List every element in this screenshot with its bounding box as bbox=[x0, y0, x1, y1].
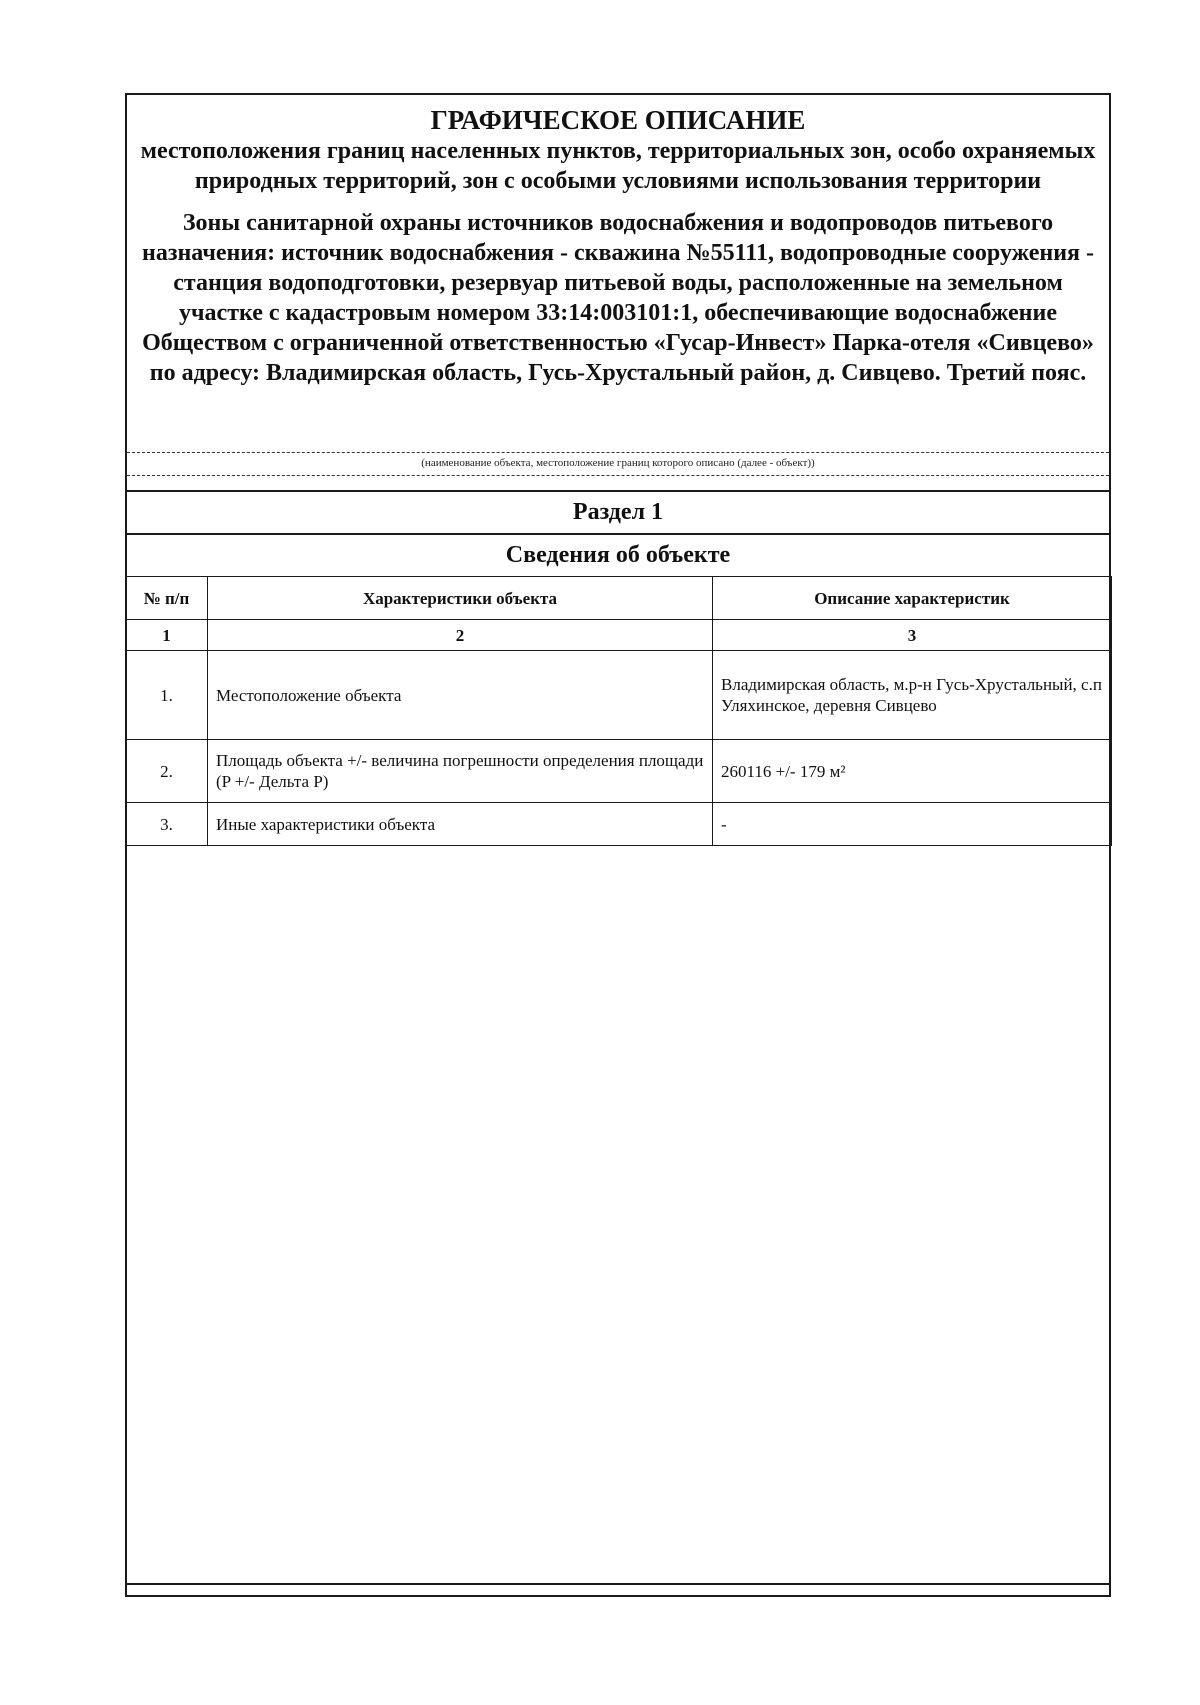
header-description: Описание характеристик bbox=[713, 577, 1112, 620]
row-characteristic: Иные характеристики объекта bbox=[208, 803, 713, 846]
header-characteristic: Характеристики объекта bbox=[208, 577, 713, 620]
document-title: ГРАФИЧЕСКОЕ ОПИСАНИЕ bbox=[430, 105, 806, 135]
column-number-1: 1 bbox=[126, 620, 208, 651]
row-description: - bbox=[713, 803, 1112, 846]
table-row bbox=[126, 740, 1112, 803]
section-top-rule bbox=[125, 490, 1111, 492]
object-name: Зоны санитарной охраны источников водоснабжения и водопроводов питьевого назначения: источник водоснабжения - скважина №55111, водопроводные сооружения - станция водоподготовки, резервуар питьевой воды, расположенные на земельном участке с кадастровым номером 33:14:003101:1, обеспечивающие водоснабжение Обществом с ограниченной ответственностью «Гусар-Инвест» Парка-отеля «Сивцево» по адресу: Владимирская область, Гусь-Хрустальный район, д. Сивцево. Третий пояс. bbox=[141, 210, 1094, 386]
object-info-table bbox=[125, 576, 1112, 846]
section-middle-rule bbox=[125, 533, 1111, 535]
row-number: 3. bbox=[126, 803, 208, 846]
row-characteristic: Местоположение объекта bbox=[208, 651, 713, 740]
column-number-row bbox=[126, 620, 1112, 651]
column-number-2: 2 bbox=[208, 620, 713, 651]
caption-underline bbox=[127, 475, 1109, 476]
table-row bbox=[126, 803, 1112, 846]
section-title: Сведения об объекте bbox=[505, 542, 731, 568]
object-caption: (наименование объекта, местоположение границ которого описано (далее - объект)) bbox=[421, 457, 815, 469]
document-header bbox=[127, 100, 1109, 388]
object-name-underline bbox=[127, 452, 1109, 453]
document-subtitle: местоположения границ населенных пунктов, территориальных зон, особо охраняемых природных территорий, зон с особыми условиями использования территории bbox=[140, 138, 1096, 194]
row-characteristic: Площадь объекта +/- величина погрешности определения площади (P +/- Дельта P) bbox=[208, 740, 713, 803]
row-description: 260116 +/- 179 м² bbox=[713, 740, 1112, 803]
row-description: Владимирская область, м.р-н Гусь-Хрустальный, с.п Уляхинское, деревня Сивцево bbox=[713, 651, 1112, 740]
header-number: № п/п bbox=[126, 577, 208, 620]
table-row bbox=[126, 651, 1112, 740]
column-number-3: 3 bbox=[713, 620, 1112, 651]
table-header-row bbox=[126, 577, 1112, 620]
row-number: 2. bbox=[126, 740, 208, 803]
section-label: Раздел 1 bbox=[572, 499, 664, 525]
row-number: 1. bbox=[126, 651, 208, 740]
frame-bottom-rule bbox=[125, 1583, 1111, 1585]
